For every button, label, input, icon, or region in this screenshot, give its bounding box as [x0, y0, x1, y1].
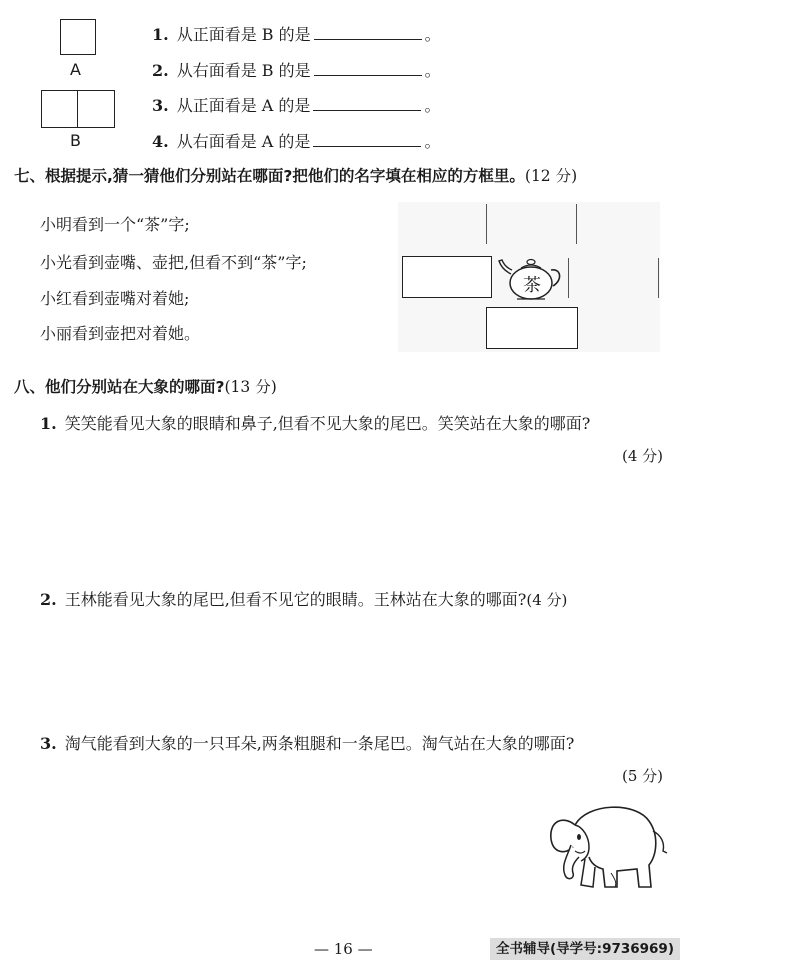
top-box-right-line — [576, 204, 577, 244]
s8-question-2-score: (4 分) — [526, 591, 568, 609]
s8-answer-area-3[interactable] — [40, 795, 530, 915]
s8-question-3-text: 淘气能看到大象的一只耳朵,两条粗腿和一条尾巴。淘气站在大象的哪面? — [64, 734, 575, 753]
s7-clue-2: 小光看到壶嘴、壶把,但看不到“茶”字; — [40, 253, 307, 272]
top-box-left-line — [486, 204, 487, 244]
block-b-divider — [77, 90, 78, 127]
s8-question-1-text: 笑笑能看见大象的眼睛和鼻子,但看不见大象的尾巴。笑笑站在大象的哪面? — [64, 414, 591, 433]
s8-question-2-text: 王林能看见大象的尾巴,但看不见它的眼睛。王林站在大象的哪面? — [64, 590, 527, 609]
right-box-right-line — [658, 258, 659, 298]
s6-question-2-num: 2. — [152, 61, 169, 80]
s6-question-2 — [152, 58, 441, 81]
s6-question-4 — [152, 129, 440, 152]
block-a-square — [60, 19, 96, 55]
s8-title-text: 八、他们分别站在大象的哪面? — [14, 378, 225, 396]
s8-question-2-num: 2. — [40, 590, 57, 609]
s6-question-3-text: 从正面看是 A 的是 — [176, 96, 311, 115]
s8-question-1-num: 1. — [40, 414, 57, 433]
s6-answer-blank-3[interactable] — [313, 96, 421, 111]
s6-answer-blank-2[interactable] — [314, 61, 422, 76]
s6-question-3-end: 。 — [424, 96, 441, 115]
elephant-image — [545, 795, 673, 895]
s6-question-4-num: 4. — [152, 132, 169, 151]
s8-score: (13 分) — [224, 378, 277, 396]
s8-title — [14, 375, 277, 397]
s7-score: (12 分) — [524, 167, 578, 185]
s7-clue-4: 小丽看到壶把对着她。 — [40, 324, 201, 343]
s6-question-1-end: 。 — [424, 25, 441, 44]
s8-answer-area-1[interactable] — [40, 475, 680, 575]
s6-question-1-num: 1. — [152, 25, 169, 44]
s6-answer-blank-1[interactable] — [314, 25, 422, 40]
teapot-char: 茶 — [523, 275, 541, 296]
s8-answer-area-2[interactable] — [40, 615, 680, 720]
s7-title — [14, 164, 577, 186]
s7-title-text: 七、根据提示,猜一猜他们分别站在哪面?把他们的名字填在相应的方框里。 — [14, 167, 525, 185]
s8-question-1-score: (4 分) — [622, 447, 664, 465]
s7-clue-3: 小红看到壶嘴对着她; — [40, 289, 190, 308]
s6-question-4-text: 从右面看是 A 的是 — [176, 132, 311, 151]
s6-answer-blank-4[interactable] — [313, 132, 421, 147]
s6-question-2-text: 从右面看是 B 的是 — [176, 61, 311, 80]
s8-question-3-score: (5 分) — [622, 767, 664, 785]
s6-question-1-text: 从正面看是 B 的是 — [176, 25, 311, 44]
s6-question-2-end: 。 — [424, 61, 441, 80]
footer-guide-tag: 全书辅导(导学号:9736969) — [490, 938, 680, 960]
s7-clue-1: 小明看到一个“茶”字; — [40, 215, 190, 234]
page-number: — 16 — — [314, 940, 373, 958]
s6-question-4-end: 。 — [424, 132, 441, 151]
block-a-label: A — [70, 60, 81, 79]
block-b-label: B — [70, 131, 81, 150]
block-b-rect — [41, 90, 115, 128]
answer-box-left[interactable] — [402, 256, 492, 298]
s8-question-1 — [40, 411, 590, 434]
answer-box-bottom[interactable] — [486, 307, 578, 349]
right-box-left-line — [568, 258, 569, 298]
s8-question-3 — [40, 731, 574, 754]
s6-question-1 — [152, 22, 441, 45]
s8-question-2 — [40, 587, 567, 610]
s6-question-3 — [152, 93, 440, 116]
s8-question-3-num: 3. — [40, 734, 57, 753]
s6-question-3-num: 3. — [152, 96, 169, 115]
